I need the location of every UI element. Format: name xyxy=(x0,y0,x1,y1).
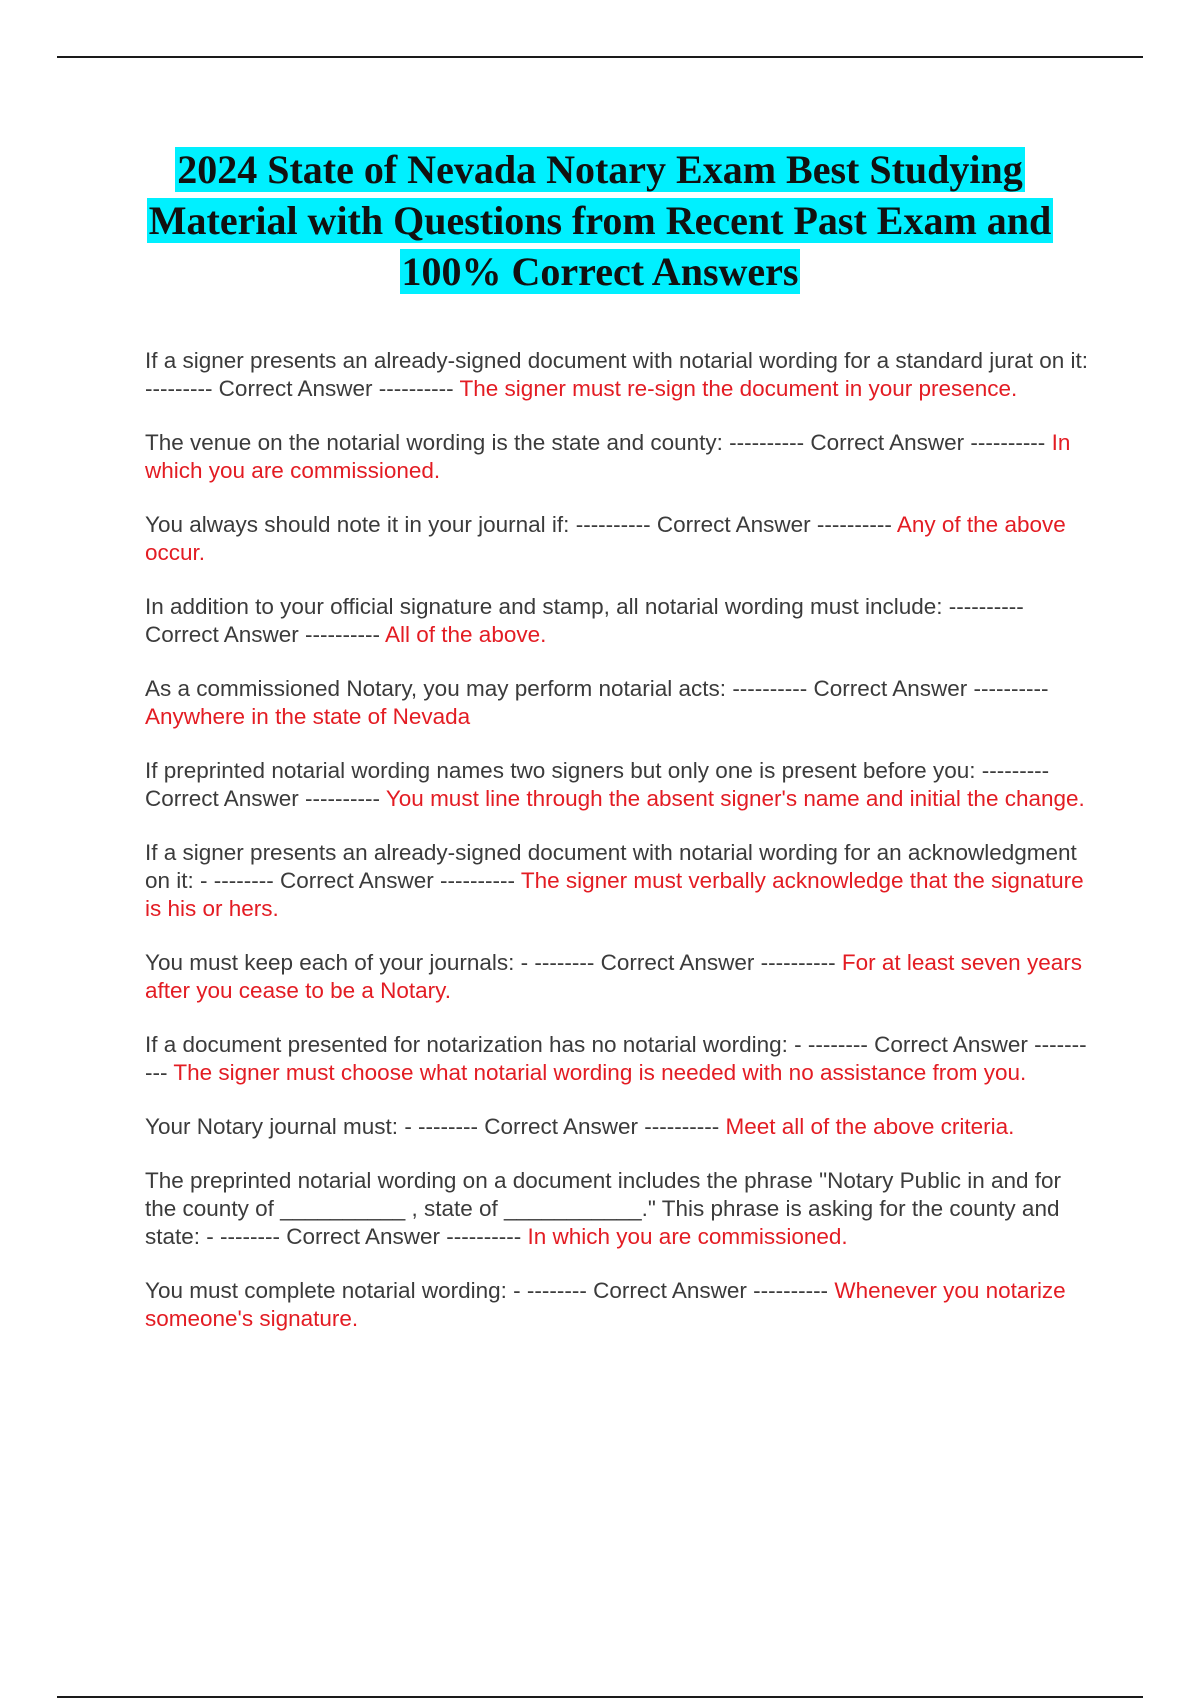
answer-text: All of the above. xyxy=(385,622,547,647)
qa-item xyxy=(145,757,1090,813)
answer-text: Meet all of the above criteria. xyxy=(725,1114,1015,1139)
answer-separator: ---------- Correct Answer ---------- xyxy=(575,512,892,537)
answer-separator: ---------- Correct Answer ---------- xyxy=(732,676,1049,701)
document-title xyxy=(100,144,1100,297)
answer-separator: - -------- Correct Answer ---------- xyxy=(145,1032,1087,1085)
question-text: Your Notary journal must: xyxy=(145,1114,399,1139)
question-text: In addition to your official signature and stamp, all notarial wording must include: xyxy=(145,594,943,619)
qa-list xyxy=(145,347,1090,1359)
answer-separator: - -------- Correct Answer ---------- xyxy=(513,1278,829,1303)
answer-separator: --------- Correct Answer ---------- xyxy=(145,758,1050,811)
qa-item xyxy=(145,675,1090,731)
question-text: The venue on the notarial wording is the state and county: xyxy=(145,430,723,455)
qa-item xyxy=(145,949,1090,1005)
title-highlight: 2024 State of Nevada Notary Exam Best Studying Material with Questions from Recent Past Exam and 100% Correct Answers xyxy=(148,147,1052,294)
qa-item xyxy=(145,1113,1090,1141)
question-text: You must keep each of your journals: xyxy=(145,950,515,975)
question-text: As a commissioned Notary, you may perform notarial acts: xyxy=(145,676,727,701)
question-text: The preprinted notarial wording on a document includes the phrase "Notary Public in and for the county of __________ , state of ___________." This phrase is asking for the county and state: xyxy=(145,1168,1062,1249)
qa-item xyxy=(145,593,1090,649)
answer-text: Whenever you notarize someone's signature. xyxy=(145,1278,1066,1331)
answer-separator: - -------- Correct Answer ---------- xyxy=(206,1224,522,1249)
answer-separator: - -------- Correct Answer ---------- xyxy=(200,868,515,893)
answer-separator: - -------- Correct Answer ---------- xyxy=(520,950,836,975)
answer-text: In which you are commissioned. xyxy=(527,1224,848,1249)
qa-item xyxy=(145,839,1090,923)
qa-item xyxy=(145,511,1090,567)
qa-item xyxy=(145,429,1090,485)
answer-text: For at least seven years after you cease to be a Notary. xyxy=(145,950,1082,1003)
answer-text: Any of the above occur. xyxy=(145,512,1066,565)
question-text: If a signer presents an already-signed document with notarial wording for a standard jurat on it: xyxy=(145,348,1089,373)
answer-text: The signer must choose what notarial wording is needed with no assistance from you. xyxy=(173,1060,1027,1085)
answer-separator: --------- Correct Answer ---------- xyxy=(145,376,454,401)
answer-separator: - -------- Correct Answer ---------- xyxy=(404,1114,720,1139)
footer-rule xyxy=(57,1696,1143,1698)
answer-text: You must line through the absent signer's name and initial the change. xyxy=(385,786,1085,811)
header-rule xyxy=(57,56,1143,58)
question-text: You must complete notarial wording: xyxy=(145,1278,507,1303)
qa-item xyxy=(145,347,1090,403)
qa-item xyxy=(145,1031,1090,1087)
question-text: You always should note it in your journal if: xyxy=(145,512,570,537)
qa-item xyxy=(145,1167,1090,1251)
answer-text: In which you are commissioned. xyxy=(145,430,1071,483)
qa-item xyxy=(145,1277,1090,1333)
answer-separator: ---------- Correct Answer ---------- xyxy=(145,594,1024,647)
question-text: If a signer presents an already-signed document with notarial wording for an acknowledgment on it: xyxy=(145,840,1077,893)
answer-separator: ---------- Correct Answer ---------- xyxy=(729,430,1046,455)
question-text: If preprinted notarial wording names two signers but only one is present before you: xyxy=(145,758,976,783)
answer-text: Anywhere in the state of Nevada xyxy=(145,704,471,729)
question-text: If a document presented for notarization has no notarial wording: xyxy=(145,1032,788,1057)
answer-text: The signer must re-sign the document in your presence. xyxy=(459,376,1018,401)
answer-text: The signer must verbally acknowledge that the signature is his or hers. xyxy=(145,868,1084,921)
